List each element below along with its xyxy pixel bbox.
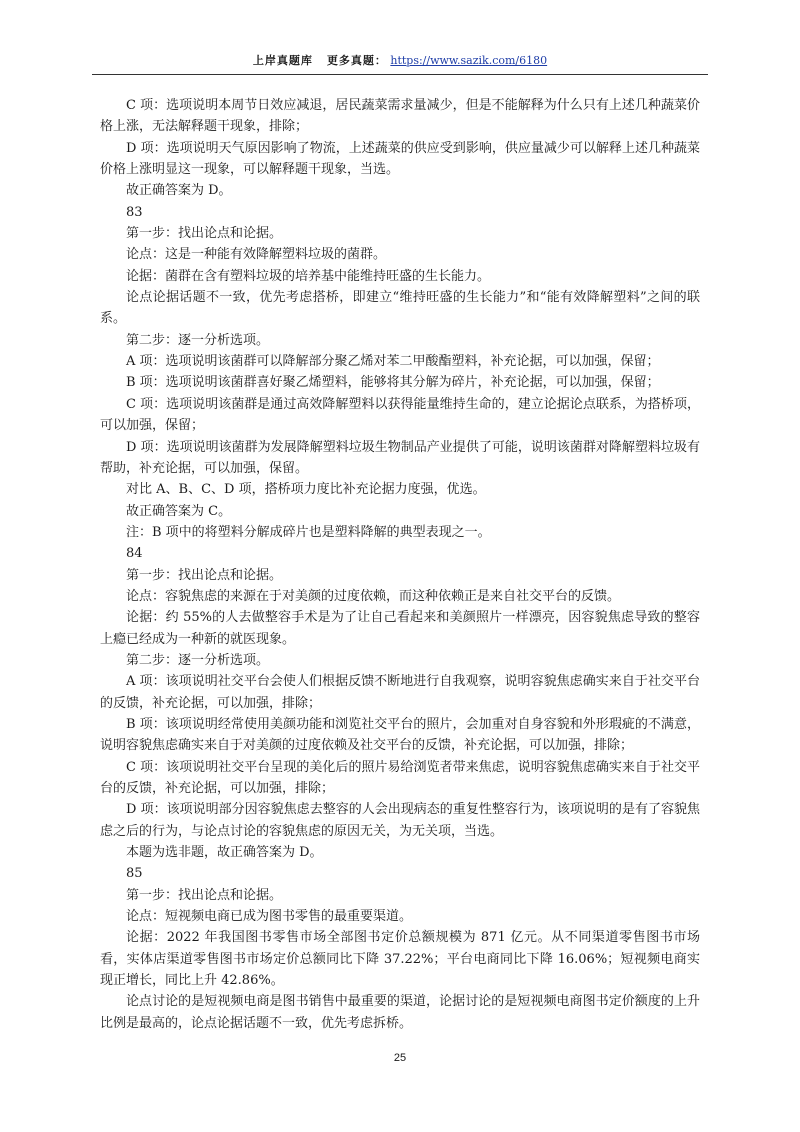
paragraph: C 项：该项说明社交平台呈现的美化后的照片易给浏览者带来焦虑，说明容貌焦虑确实来自于社交平台的反馈，补充论据，可以加强，排除；: [100, 759, 700, 796]
paragraph: D 项：选项说明该菌群为发展降解塑料垃圾生物制品产业提供了可能，说明该菌群对降解塑料垃圾有帮助，补充论据，可以加强，保留。: [100, 439, 700, 476]
header-tagline: 更多真题：: [326, 54, 387, 67]
paragraph: C 项：选项说明本周节日效应减退，居民蔬菜需求量减少，但是不能解释为什么只有上述几种蔬菜价格上涨，无法解释题干现象，排除；: [100, 98, 700, 135]
paragraph: 对比 A、B、C、D 项，搭桥项力度比补充论据力度强，优选。: [126, 482, 486, 498]
paragraph: B 项：选项说明该菌群喜好聚乙烯塑料，能够将其分解为碎片，补充论据，可以加强，保留；: [126, 375, 660, 391]
paragraph: 故正确答案为 D。: [126, 183, 232, 199]
paragraph: 第二步：逐一分析选项。: [126, 652, 270, 668]
paragraph: D 项：选项说明天气原因影响了物流，上述蔬菜的供应受到影响，供应量减少可以解释上述几种蔬菜价格上涨明显这一现象，可以解释题干现象，当选。: [100, 140, 700, 178]
paragraph: 论点：短视频电商已成为图书零售的最重要渠道。: [126, 909, 413, 925]
question-number: 83: [126, 204, 143, 220]
paragraph: 第一步：找出论点和论据。: [126, 887, 283, 903]
paragraph: 注：B 项中的将塑料分解成碎片也是塑料降解的典型表现之一。: [126, 524, 491, 540]
paragraph: 故正确答案为 C。: [126, 503, 232, 519]
paragraph: 第一步：找出论点和论据。: [126, 226, 283, 242]
page-header: [92, 52, 708, 75]
paragraph: 论点讨论的是短视频电商是图书销售中最重要的渠道，论据讨论的是短视频电商图书定价额度的上升比例是最高的，论点论据话题不一致，优先考虑拆桥。: [100, 994, 700, 1031]
question-number: 84: [126, 546, 143, 562]
paragraph: 第二步：逐一分析选项。: [126, 332, 270, 348]
paragraph: 论点：容貌焦虑的来源在于对美颜的过度依赖，而这种依赖正是来自社交平台的反馈。: [126, 588, 621, 604]
paragraph: 论点：这是一种能有效降解塑料垃圾的菌群。: [126, 247, 387, 263]
paragraph: A 项：该项说明社交平台会使人们根据反馈不断地进行自我观察，说明容貌焦虑确实来自于社交平台的反馈，补充论据，可以加强，排除；: [100, 674, 700, 711]
paragraph: C 项：选项说明该菌群是通过高效降解塑料以获得能量维持生命的，建立论据论点联系，为搭桥项，可以加强，保留；: [100, 396, 700, 434]
question-number: 85: [126, 866, 143, 882]
document-body: [100, 95, 700, 1034]
paragraph: 第一步：找出论点和论据。: [126, 567, 283, 583]
paragraph: B 项：该项说明经常使用美颜功能和浏览社交平台的照片，会加重对自身容貌和外形瑕疵的不满意，说明容貌焦虑确实来自于对美颜的过度依赖及社交平台的反馈，补充论据，可以加强，排除；: [100, 716, 700, 754]
page-number: 25: [393, 1052, 407, 1064]
paragraph: 论据：菌群在含有塑料垃圾的培养基中能维持旺盛的生长能力。: [126, 268, 491, 284]
paragraph: A 项：选项说明该菌群可以降解部分聚乙烯对苯二甲酸酯塑料，补充论据，可以加强，保留；: [126, 354, 660, 370]
header-brand: 上岸真题库: [252, 54, 313, 67]
paragraph: 论点论据话题不一致，优先考虑搭桥，即建立“维持旺盛的生长能力”和“能有效降解塑料”之间的联系。: [100, 290, 700, 327]
paragraph: D 项：该项说明部分因容貌焦虑去整容的人会出现病态的重复性整容行为，该项说明的是有了容貌焦虑之后的行为，与论点讨论的容貌焦虑的原因无关，为无关项，当选。: [100, 802, 700, 839]
paragraph: 论据：2022 年我国图书零售市场全部图书定价总额规模为 871 亿元。从不同渠道零售图书市场看，实体店渠道零售图书市场定价总额同比下降 37.22%；平台电商同比下降 16.06%；短视频电商实现正增长，同比上升 42.86%。: [100, 930, 700, 989]
paragraph: 本题为选非题，故正确答案为 D。: [126, 845, 323, 861]
header-link[interactable]: https://www.sazik.com/6180: [390, 54, 548, 67]
paragraph: 论据：约 55%的人去做整容手术是为了让自己看起来和美颜照片一样漂亮，因容貌焦虑导致的整容上瘾已经成为一种新的就医现象。: [100, 610, 700, 647]
